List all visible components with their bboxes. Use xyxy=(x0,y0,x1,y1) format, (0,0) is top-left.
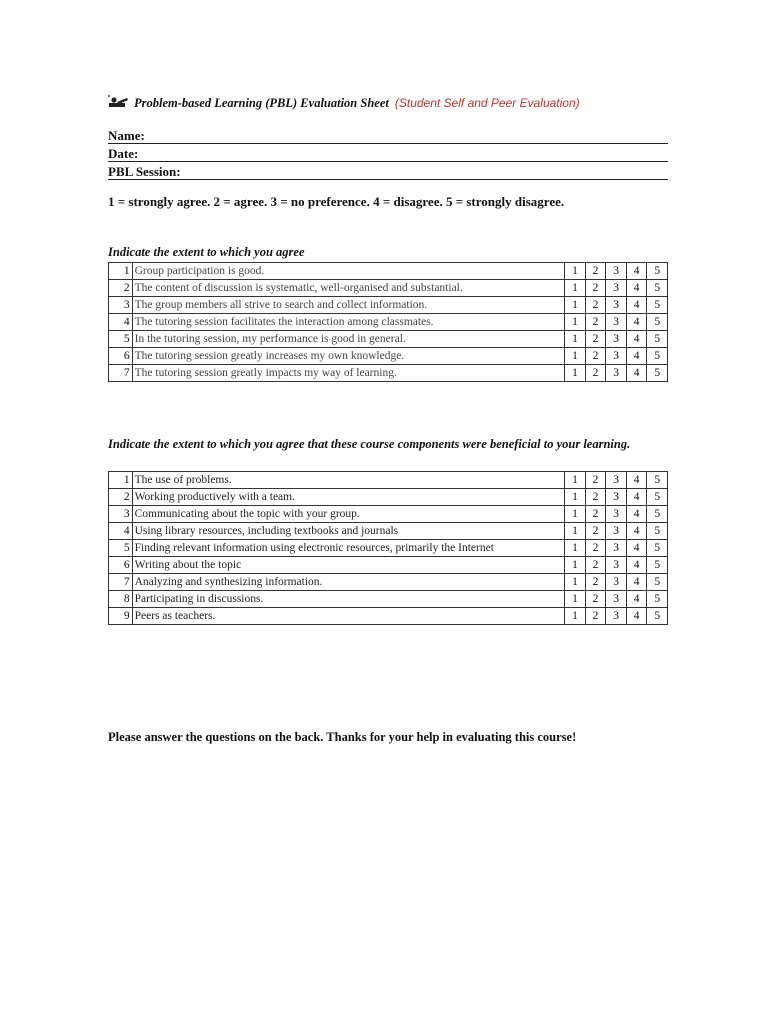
rating-option-3[interactable]: 3 xyxy=(606,280,627,297)
sheet-subtitle: (Student Self and Peer Evaluation) xyxy=(394,96,580,110)
rating-option-4[interactable]: 4 xyxy=(626,540,647,557)
item-number: 6 xyxy=(109,557,133,574)
table-row xyxy=(109,608,668,625)
item-statement: The tutoring session greatly impacts my way of learning. xyxy=(132,365,565,382)
rating-option-1[interactable]: 1 xyxy=(565,489,586,506)
rating-option-4[interactable]: 4 xyxy=(626,280,647,297)
table-row xyxy=(109,348,668,365)
rating-option-2[interactable]: 2 xyxy=(585,608,606,625)
rating-option-2[interactable]: 2 xyxy=(585,297,606,314)
rating-option-5[interactable]: 5 xyxy=(647,314,668,331)
table-row xyxy=(109,540,668,557)
sheet-title: Problem-based Learning (PBL) Evaluation Sheet xyxy=(134,96,389,110)
rating-option-1[interactable]: 1 xyxy=(565,263,586,280)
rating-option-3[interactable]: 3 xyxy=(606,263,627,280)
rating-option-4[interactable]: 4 xyxy=(626,297,647,314)
section2-title: Indicate the extent to which you agree that these course components were beneficial to your learning. xyxy=(108,437,631,451)
rating-option-4[interactable]: 4 xyxy=(626,348,647,365)
item-number: 7 xyxy=(109,574,133,591)
rating-option-1[interactable]: 1 xyxy=(565,472,586,489)
rating-option-3[interactable]: 3 xyxy=(606,489,627,506)
table-row xyxy=(109,523,668,540)
rating-option-2[interactable]: 2 xyxy=(585,263,606,280)
rating-option-2[interactable]: 2 xyxy=(585,506,606,523)
rating-option-3[interactable]: 3 xyxy=(606,523,627,540)
item-number: 9 xyxy=(109,608,133,625)
rating-option-4[interactable]: 4 xyxy=(626,365,647,382)
rating-option-5[interactable]: 5 xyxy=(647,472,668,489)
rating-option-5[interactable]: 5 xyxy=(647,557,668,574)
rating-option-5[interactable]: 5 xyxy=(647,591,668,608)
rating-option-4[interactable]: 4 xyxy=(626,557,647,574)
rating-option-2[interactable]: 2 xyxy=(585,574,606,591)
item-number: 2 xyxy=(109,489,133,506)
rating-option-2[interactable]: 2 xyxy=(585,489,606,506)
item-statement: Analyzing and synthesizing information. xyxy=(132,574,565,591)
rating-option-5[interactable]: 5 xyxy=(647,280,668,297)
table-row xyxy=(109,280,668,297)
reader-icon xyxy=(108,95,130,109)
rating-option-2[interactable]: 2 xyxy=(585,331,606,348)
rating-option-5[interactable]: 5 xyxy=(647,608,668,625)
item-number: 8 xyxy=(109,591,133,608)
rating-option-1[interactable]: 1 xyxy=(565,574,586,591)
name-field[interactable] xyxy=(108,127,668,144)
table-row xyxy=(109,489,668,506)
rating-option-3[interactable]: 3 xyxy=(606,472,627,489)
rating-option-3[interactable]: 3 xyxy=(606,557,627,574)
rating-option-1[interactable]: 1 xyxy=(565,331,586,348)
rating-option-4[interactable]: 4 xyxy=(626,314,647,331)
table-row xyxy=(109,591,668,608)
item-statement: Communicating about the topic with your group. xyxy=(132,506,565,523)
rating-option-1[interactable]: 1 xyxy=(565,280,586,297)
table-row xyxy=(109,557,668,574)
rating-option-3[interactable]: 3 xyxy=(606,591,627,608)
rating-option-1[interactable]: 1 xyxy=(565,523,586,540)
rating-option-2[interactable]: 2 xyxy=(585,280,606,297)
item-number: 4 xyxy=(109,523,133,540)
rating-option-2[interactable]: 2 xyxy=(585,348,606,365)
section1-table xyxy=(108,262,668,382)
rating-option-2[interactable]: 2 xyxy=(585,314,606,331)
item-statement: Working productively with a team. xyxy=(132,489,565,506)
rating-option-1[interactable]: 1 xyxy=(565,365,586,382)
rating-option-4[interactable]: 4 xyxy=(626,506,647,523)
item-statement: Group participation is good. xyxy=(132,263,565,280)
item-statement: Using library resources, including textbooks and journals xyxy=(132,523,565,540)
rating-option-2[interactable]: 2 xyxy=(585,540,606,557)
rating-option-5[interactable]: 5 xyxy=(647,489,668,506)
rating-option-5[interactable]: 5 xyxy=(647,540,668,557)
rating-option-3[interactable]: 3 xyxy=(606,608,627,625)
rating-option-1[interactable]: 1 xyxy=(565,348,586,365)
table-row xyxy=(109,263,668,280)
rating-option-4[interactable]: 4 xyxy=(626,472,647,489)
rating-option-5[interactable]: 5 xyxy=(647,506,668,523)
rating-option-2[interactable]: 2 xyxy=(585,591,606,608)
rating-option-5[interactable]: 5 xyxy=(647,263,668,280)
date-label: Date: xyxy=(108,146,139,161)
rating-option-1[interactable]: 1 xyxy=(565,314,586,331)
item-statement: The use of problems. xyxy=(132,472,565,489)
rating-option-3[interactable]: 3 xyxy=(606,297,627,314)
item-number: 6 xyxy=(109,348,133,365)
rating-option-5[interactable]: 5 xyxy=(647,331,668,348)
rating-option-2[interactable]: 2 xyxy=(585,472,606,489)
session-label: PBL Session: xyxy=(108,164,181,179)
item-statement: Peers as teachers. xyxy=(132,608,565,625)
rating-option-4[interactable]: 4 xyxy=(626,591,647,608)
rating-option-5[interactable]: 5 xyxy=(647,523,668,540)
item-number: 5 xyxy=(109,540,133,557)
rating-option-4[interactable]: 4 xyxy=(626,489,647,506)
item-statement: The tutoring session greatly increases my own knowledge. xyxy=(132,348,565,365)
item-number: 2 xyxy=(109,280,133,297)
table-row xyxy=(109,331,668,348)
rating-option-4[interactable]: 4 xyxy=(626,523,647,540)
rating-option-3[interactable]: 3 xyxy=(606,348,627,365)
item-number: 5 xyxy=(109,331,133,348)
rating-option-1[interactable]: 1 xyxy=(565,608,586,625)
rating-option-3[interactable]: 3 xyxy=(606,574,627,591)
table-row xyxy=(109,506,668,523)
scale-legend: 1 = strongly agree. 2 = agree. 3 = no preference. 4 = disagree. 5 = strongly disagree. xyxy=(108,194,565,209)
item-statement: Finding relevant information using electronic resources, primarily the Internet xyxy=(132,540,565,557)
rating-option-3[interactable]: 3 xyxy=(606,506,627,523)
item-statement: The tutoring session facilitates the interaction among classmates. xyxy=(132,314,565,331)
item-statement: In the tutoring session, my performance is good in general. xyxy=(132,331,565,348)
item-number: 7 xyxy=(109,365,133,382)
rating-option-4[interactable]: 4 xyxy=(626,331,647,348)
table-row xyxy=(109,365,668,382)
rating-option-2[interactable]: 2 xyxy=(585,523,606,540)
date-field[interactable] xyxy=(108,145,668,162)
item-number: 1 xyxy=(109,472,133,489)
table-row xyxy=(109,314,668,331)
rating-option-5[interactable]: 5 xyxy=(647,297,668,314)
table-row xyxy=(109,297,668,314)
rating-option-3[interactable]: 3 xyxy=(606,331,627,348)
item-statement: The group members all strive to search and collect information. xyxy=(132,297,565,314)
item-number: 1 xyxy=(109,263,133,280)
sheet-title-row xyxy=(108,94,668,112)
table-row xyxy=(109,472,668,489)
rating-option-2[interactable]: 2 xyxy=(585,365,606,382)
item-number: 4 xyxy=(109,314,133,331)
rating-option-1[interactable]: 1 xyxy=(565,540,586,557)
rating-option-1[interactable]: 1 xyxy=(565,557,586,574)
item-number: 3 xyxy=(109,506,133,523)
rating-option-3[interactable]: 3 xyxy=(606,540,627,557)
name-label: Name: xyxy=(108,128,145,143)
rating-option-5[interactable]: 5 xyxy=(647,348,668,365)
rating-option-1[interactable]: 1 xyxy=(565,591,586,608)
section2-table xyxy=(108,471,668,625)
session-field[interactable] xyxy=(108,163,668,180)
item-number: 3 xyxy=(109,297,133,314)
item-statement: Participating in discussions. xyxy=(132,591,565,608)
section1-title: Indicate the extent to which you agree xyxy=(108,245,305,259)
rating-option-3[interactable]: 3 xyxy=(606,365,627,382)
item-statement: The content of discussion is systematic, well-organised and substantial. xyxy=(132,280,565,297)
rating-option-4[interactable]: 4 xyxy=(626,608,647,625)
item-statement: Writing about the topic xyxy=(132,557,565,574)
rating-option-1[interactable]: 1 xyxy=(565,297,586,314)
rating-option-5[interactable]: 5 xyxy=(647,574,668,591)
rating-option-4[interactable]: 4 xyxy=(626,263,647,280)
rating-option-1[interactable]: 1 xyxy=(565,506,586,523)
table-row xyxy=(109,574,668,591)
rating-option-5[interactable]: 5 xyxy=(647,365,668,382)
rating-option-2[interactable]: 2 xyxy=(585,557,606,574)
rating-option-4[interactable]: 4 xyxy=(626,574,647,591)
rating-option-3[interactable]: 3 xyxy=(606,314,627,331)
closing-note: Please answer the questions on the back. Thanks for your help in evaluating this course! xyxy=(108,730,577,744)
